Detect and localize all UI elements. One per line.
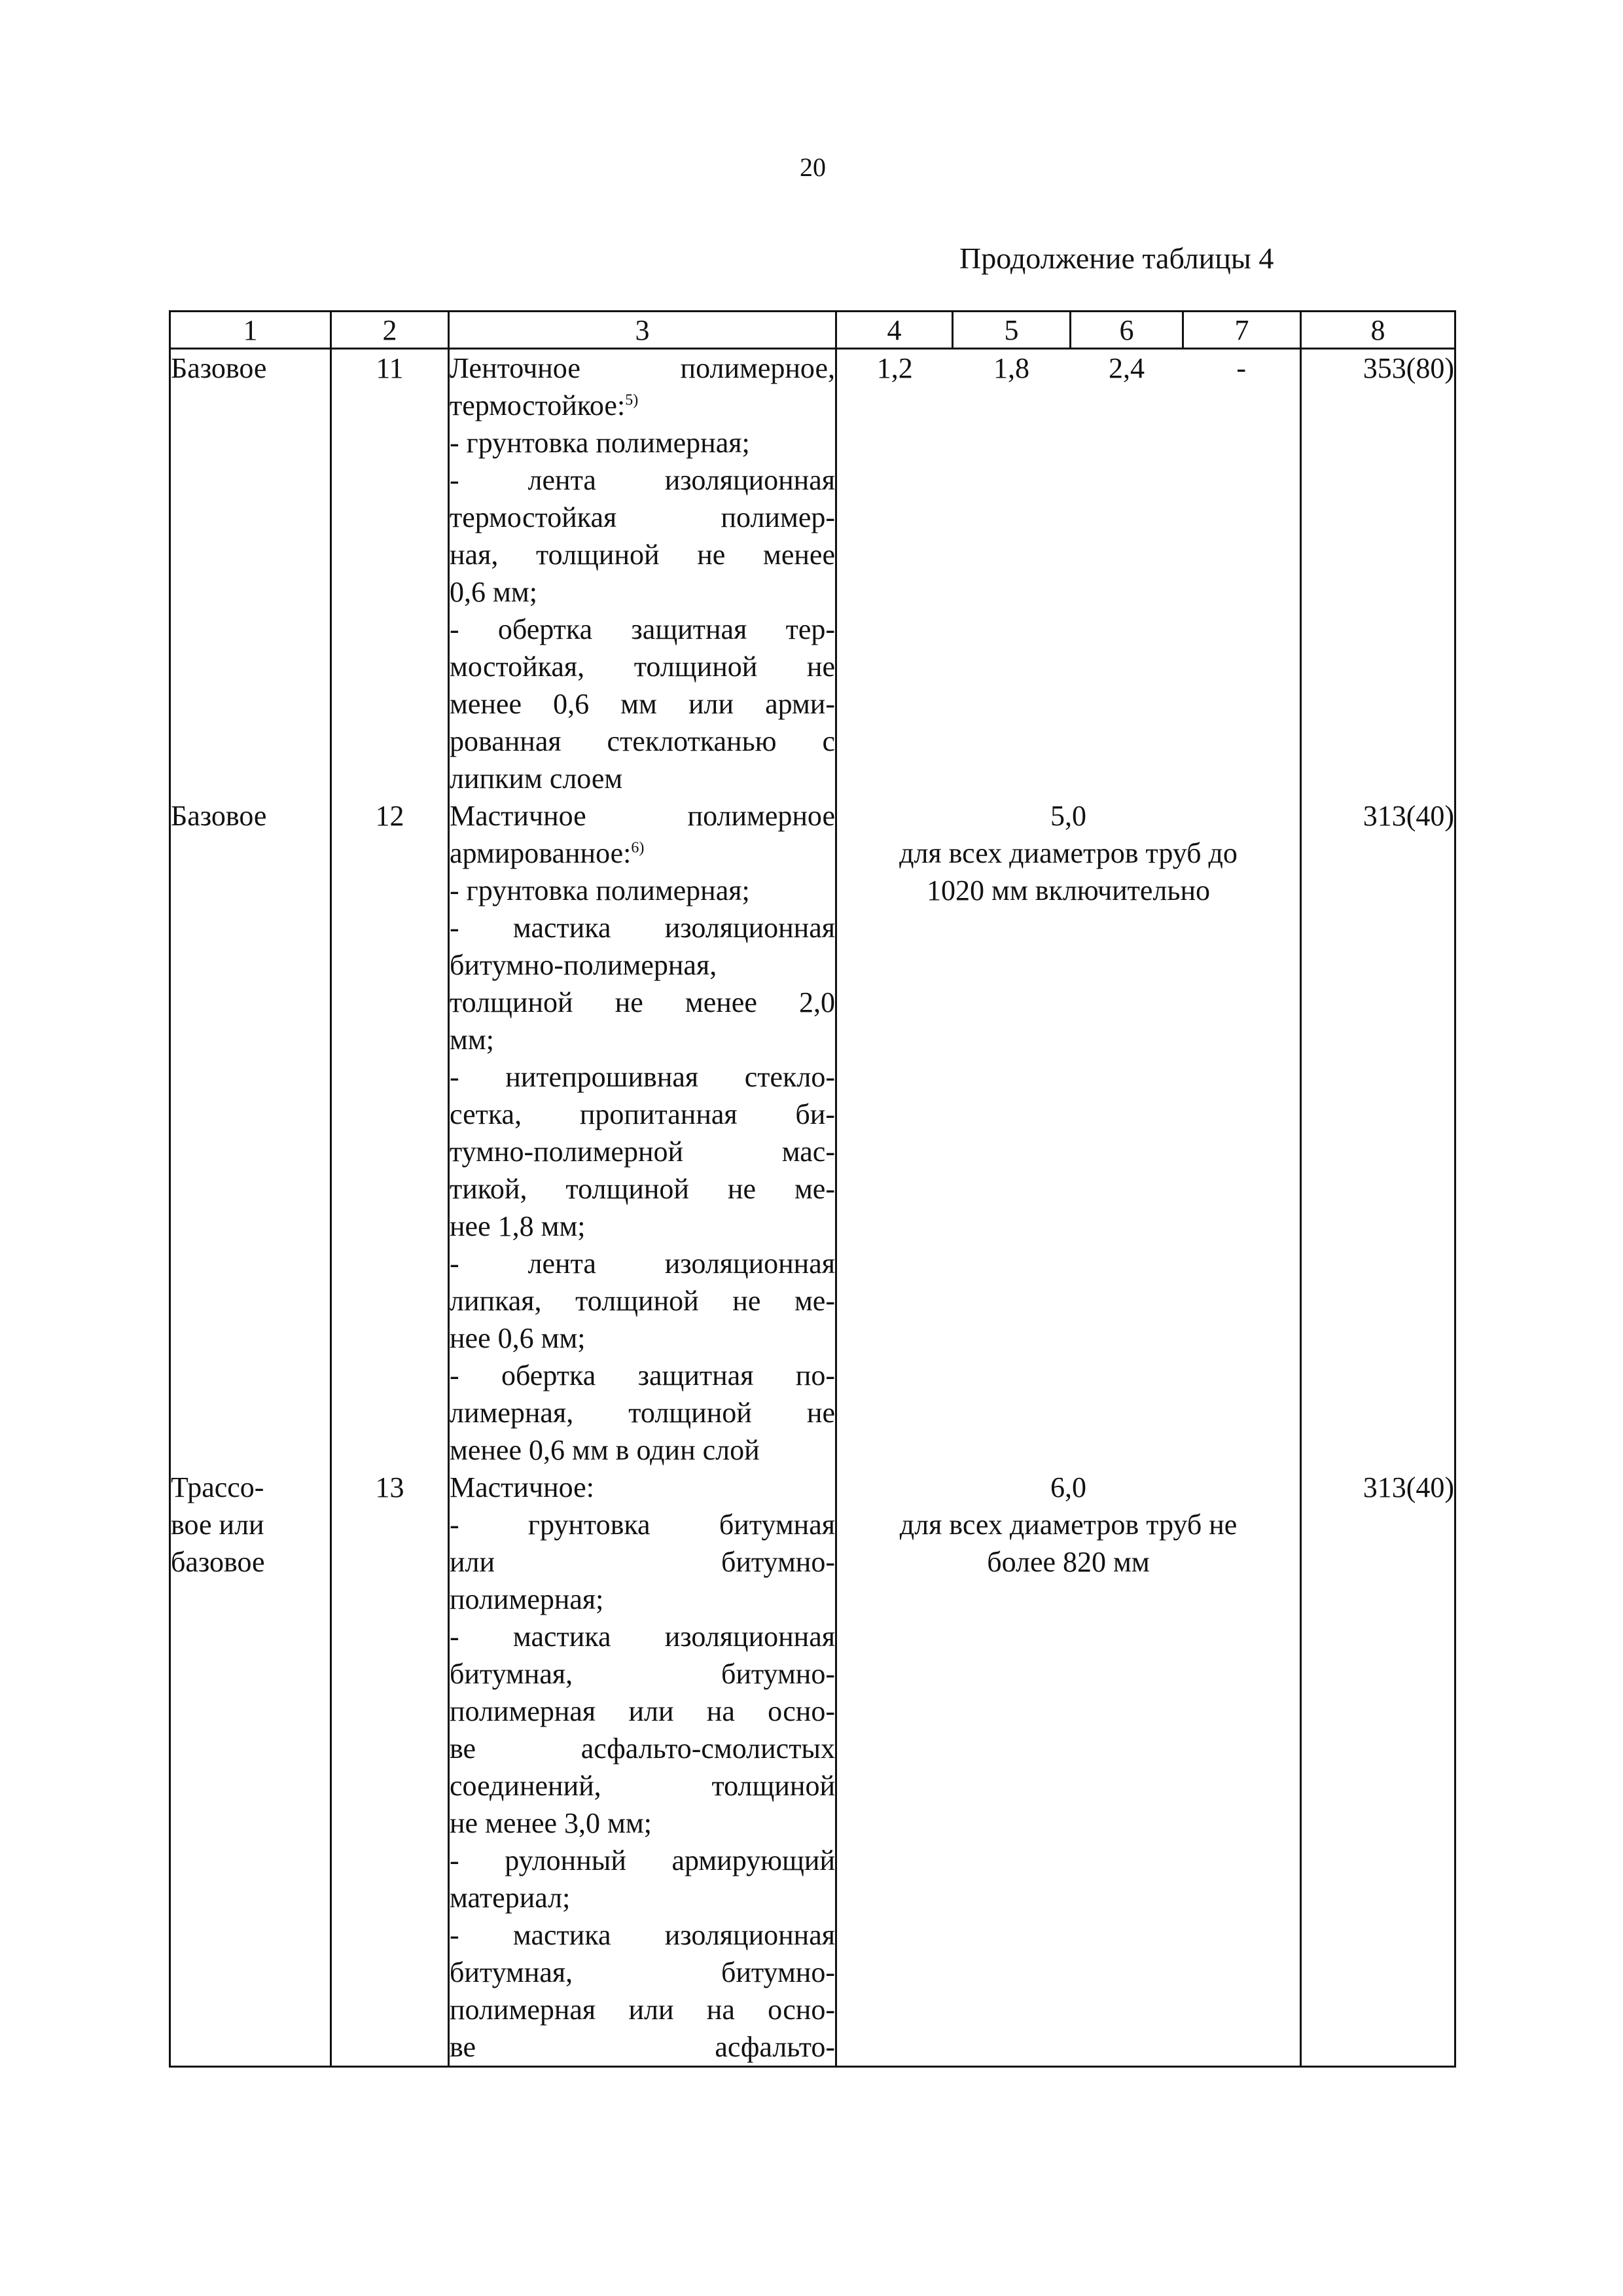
construction-number: 13 [331,1469,449,2067]
table-header-row [170,312,1455,349]
table-row [170,1469,1455,2067]
value-col-8: 353(80) [1301,349,1455,798]
value-col-4: 1,2 [876,352,913,384]
merged-values-col-4-7: 6,0 для всех диаметров труб не более 820 мм [836,1469,1301,2067]
header-col-4: 4 [836,312,953,349]
application-place: Трассо- вое или базовое [170,1469,331,2067]
header-col-2: 2 [331,312,449,349]
header-col-8: 8 [1301,312,1455,349]
footnote-mark: 5) [625,391,639,409]
construction-number: 11 [331,349,449,798]
table-caption: Продолжение таблицы 4 [959,242,1274,275]
value-col-8: 313(40) [1301,1469,1455,2067]
value-col-7: - [1236,352,1247,384]
merged-values-col-4-7: 5,0 для всех диаметров труб до 1020 мм включительно [899,800,1238,906]
header-col-7: 7 [1183,312,1301,349]
construction-number: 12 [331,797,449,1469]
coating-construction: Мастичное полимерное армированное:$^{6)}$ - грунтовка полимерная; - мастика изоляционная битумно-полимерная, толщиной не менее 2,0 мм; - нитепрошивная стекло- сетка, пропитанная би- тумно-полимерной мас- тикой, толщиной не ме- нее 1,8 мм; - лента изоляционная липкая, толщиной не ме- нее 0,6 мм; - обертка защитная по- лимерная, толщиной не менее 0,6 мм в один слой [449,797,836,1469]
header-col-6: 6 [1071,312,1183,349]
page-number: 20 [800,152,826,182]
application-place: Базовое [170,349,331,798]
header-col-3: 3 [449,312,836,349]
coating-construction: Мастичное: - грунтовка битумная или битумно- полимерная; - мастика изоляционная битумная, битумно- полимерная или на осно- ве асфальто-смолистых соединений, толщиной не менее 3,0 мм; - рулонный армирующий материал; - мастика изоляционная битумная, битумно- полимерная или на осно- ве асфальто- [449,1469,836,2067]
value-col-8: 313(40) [1301,797,1455,1469]
value-col-6: 2,4 [1109,352,1145,384]
header-col-5: 5 [953,312,1071,349]
header-col-1: 1 [170,312,331,349]
footnote-mark: 6) [631,839,645,857]
table-row [170,797,1455,1469]
application-place: Базовое [170,797,331,1469]
table-row [170,349,1455,798]
value-col-5: 1,8 [993,352,1029,384]
table-4 [169,310,1456,2068]
coating-construction: Ленточное полимерное, термостойкое:$^{5)}$ - грунтовка полимерная; - лента изоляционная термостойкая полимер- ная, толщиной не менее 0,6 мм; - обертка защитная тер- мостойкая, толщиной не менее 0,6 мм или арми- рованная стеклотканью с липким слоем [449,349,836,798]
